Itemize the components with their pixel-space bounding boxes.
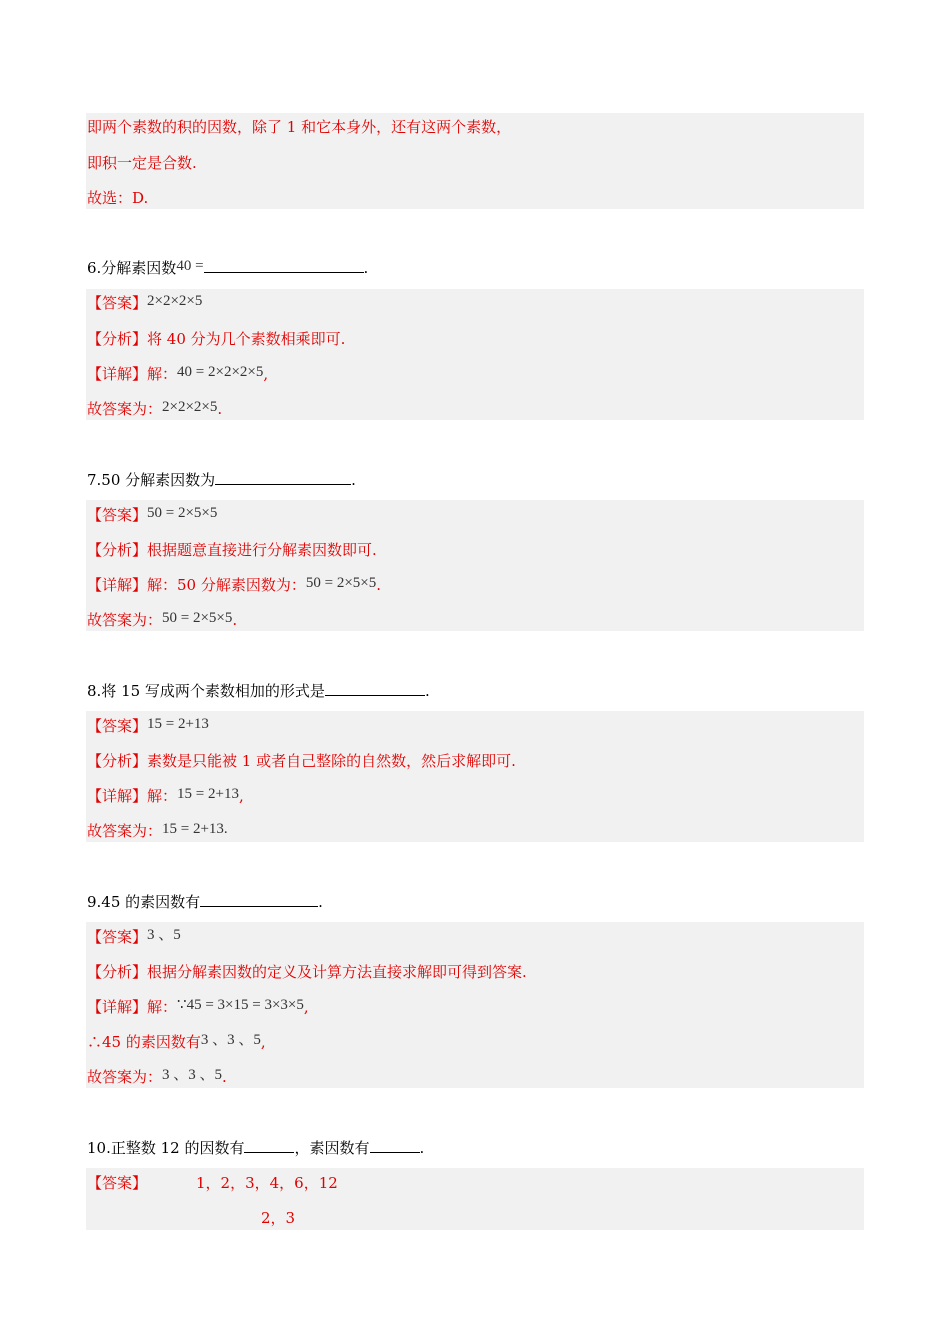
answer-tag: 【答案】 [87, 506, 148, 524]
q10-question: 10.正整数 12 的因数有 ，素因数有 . [87, 1139, 425, 1157]
q7-question: 7.50 分解素因数为 . [87, 471, 356, 489]
q10-answer-2: 2，3 [261, 1209, 296, 1227]
answer-tag: 【答案】 [87, 928, 148, 946]
q6-detail-math: 40 = 2×2×2×5 [177, 364, 264, 380]
q8-question: 8.将 15 写成两个素数相加的形式是 . [87, 682, 430, 700]
q6-detail: 【详解】解：40 = 2×2×2×5, [87, 364, 269, 383]
analysis-tag: 【分析】 [87, 963, 148, 981]
answer-tag: 【答案】 [87, 294, 148, 312]
answer-blank [325, 681, 425, 696]
answer-blank [200, 892, 318, 907]
answer-blank [370, 1138, 420, 1153]
q8-final: 故答案为：15 = 2+13. [87, 821, 228, 840]
analysis-tag: 【分析】 [87, 541, 148, 559]
q9-final: 故答案为：3 、3 、5. [87, 1067, 227, 1086]
q10-answer-tag: 【答案】 [87, 1174, 148, 1192]
q7-detail: 【详解】解：50 分解素因数为：50 = 2×5×5. [87, 575, 382, 594]
q6-final: 故答案为：2×2×2×5. [87, 399, 223, 418]
answer-blank [204, 258, 364, 273]
q9-question: 9.45 的素因数有 . [87, 893, 323, 911]
q9-analysis: 【分析】根据分解素因数的定义及计算方法直接求解即可得到答案. [87, 963, 527, 981]
q5-solution-line-3: 故选：D. [87, 189, 149, 207]
analysis-tag: 【分析】 [87, 330, 148, 348]
q10-answer-1: 1，2，3，4，6，12 [196, 1174, 338, 1192]
q8-answer: 【答案】15 = 2+13 [87, 716, 209, 735]
detail-tag: 【详解】 [87, 365, 148, 383]
q5-solution-line-2: 即积一定是合数. [87, 154, 197, 172]
analysis-tag: 【分析】 [87, 752, 148, 770]
answer-blank [215, 470, 351, 485]
q8-analysis: 【分析】素数是只能被 1 或者自己整除的自然数，然后求解即可. [87, 752, 516, 770]
q6-final-math: 2×2×2×5 [162, 399, 218, 415]
answer-blank [244, 1138, 294, 1153]
q9-detail: 【详解】解：∵45 = 3×15 = 3×3×5, [87, 997, 309, 1016]
q6-answer [87, 293, 202, 314]
q7-analysis: 【分析】根据题意直接进行分解素因数即可. [87, 541, 377, 559]
q6-answer-math: 2×2×2×5 [147, 293, 203, 309]
q9-conclusion: ∴45 的素因数有3 、3 、5, [87, 1032, 266, 1051]
q9-answer: 【答案】3 、5 [87, 927, 181, 946]
detail-tag: 【详解】 [87, 576, 148, 594]
q6-analysis: 【分析】将 40 分为几个素数相乘即可. [87, 330, 346, 348]
q7-final: 故答案为：50 = 2×5×5. [87, 610, 238, 629]
detail-tag: 【详解】 [87, 998, 148, 1016]
answer-tag: 【答案】 [87, 717, 148, 735]
detail-tag: 【详解】 [87, 787, 148, 805]
q6-question: 6.分解素因数40 = . [87, 258, 369, 277]
q6-question-math: 40 = [176, 258, 204, 274]
q7-answer: 【答案】50 = 2×5×5 [87, 505, 218, 524]
q5-solution-line-1: 即两个素数的积的因数，除了 1 和它本身外，还有这两个素数， [87, 118, 512, 136]
q6-question-text: 6.分解素因数 [87, 259, 177, 277]
q8-detail: 【详解】解：15 = 2+13, [87, 786, 244, 805]
